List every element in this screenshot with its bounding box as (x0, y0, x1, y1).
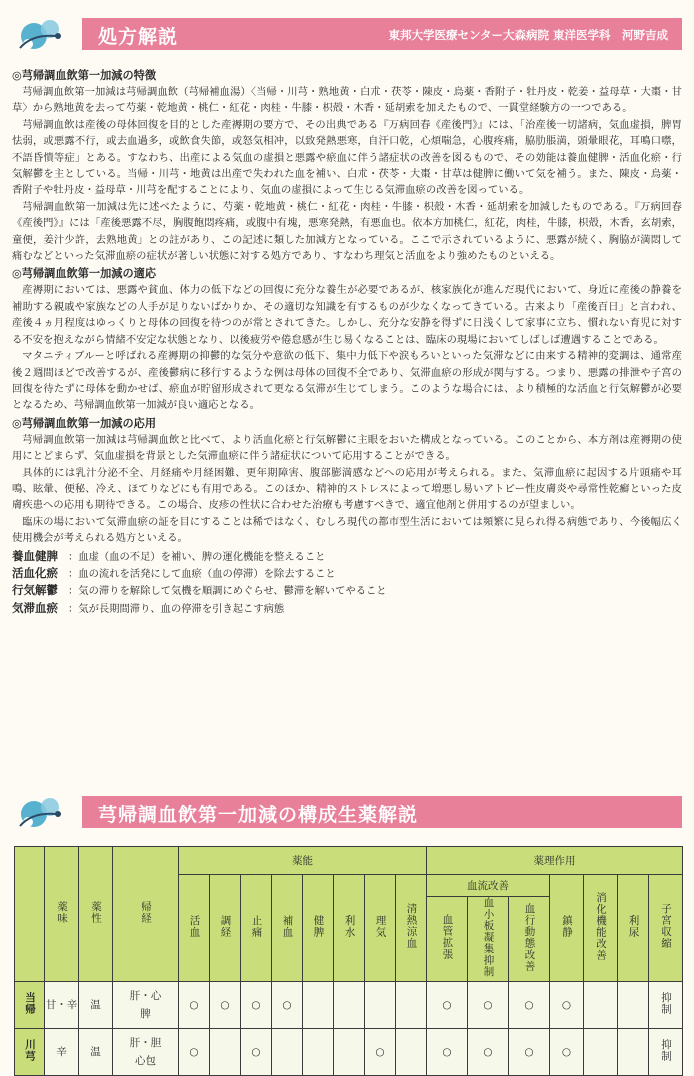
herb-name-cell (15, 981, 45, 1028)
banner-title: 処方解説 (98, 26, 179, 48)
mark-cell: ○ (241, 1028, 272, 1075)
body-paragraph: 芎帰調血飲第一加減は先に述べたように、芍薬・乾地黄・桃仁・紅花・肉桂・牛膝・枳殻・木香・延胡索を加減したものである。『万病回春《産後門》』には「産後悪露不尽，胸腹飽悶疼痛，或腹中有塊，悪寒発熱，有悪血也。依本方加桃仁，紅花，肉桂，牛膝，枳殻，木香，玄胡索，童便，姜汁少許，去熟地黄」との註があり、この記述に類した加減方となっている。ここで示されているように、悪露が続く、胸脇が満悶して痛むなどといった気滞血瘀の症状が著しい状態に対する処方であり、すなわち理気と活血をより強めたものといえる。 (12, 200, 682, 263)
pharm-col-4: 消化機能改善 (584, 875, 618, 982)
mark-cell (334, 981, 365, 1028)
table-row (15, 981, 683, 1028)
mark-cell (334, 1028, 365, 1075)
section-heading: ◎芎帰調血飲第一加減の応用 (12, 416, 157, 430)
article-body (12, 66, 682, 617)
taste-cell: 甘・辛 (45, 981, 79, 1028)
efficacy-col-1: 調経 (210, 875, 241, 982)
herb-name: 川芎 (24, 1038, 36, 1062)
herb-table (14, 846, 683, 1076)
glossary-desc: ：気が長期間滞り、血の停滞を引き起こす病態 (68, 602, 285, 615)
body-paragraph: 臨床の場において気滞血瘀の証を目にすることは稀ではなく、むしろ現代の都市型生活においては頻繁に見られ得る病態であり、今後幅広く使用機会が考えられる処方といえる。 (12, 515, 682, 545)
meridian-text: 肝・心 脾 (129, 989, 162, 1020)
table-row (15, 1028, 683, 1075)
section-banner (10, 12, 682, 56)
section-banner-table (10, 790, 682, 834)
glossary-term: 気滞血瘀 (12, 600, 58, 615)
mark-cell (303, 1028, 334, 1075)
glossary-item (12, 582, 682, 599)
pharm-col-0: 血管拡張 (427, 897, 468, 982)
section-heading: ◎芎帰調血飲第一加減の特徴 (12, 69, 157, 82)
body-paragraph: 産褥期においては、悪露や貧血、体力の低下などの回復に充分な養生が必要であるが、核家族化が進んだ現代において、身近に産後の静養を補助する親戚や家族などの人手が足りないばかりか、その適切な知識を有するものが少なくなってきている。古来より「産後百日」と言われ、産後４ヵ月程度はゆっくりと母体の回復を待つのが常とされてきた。しかし、充分な安静を得ずに日浅くして家事に立ち、慣れない育児に対する不安を抱えながら情緒不安定な状態となり、以後疲労や倦怠感が生じ易くなることは、臨床の現場においてしばしば遭遇することである。 (12, 284, 682, 346)
mark-cell (396, 981, 427, 1028)
herb-name-cell (15, 1028, 45, 1075)
pharm-col-1: 血小板凝集抑制 (468, 897, 509, 982)
pharm-col-6: 子宮収縮 (649, 875, 683, 982)
glossary-term: 行気解鬱 (12, 583, 58, 598)
pharmacology-header: 薬理作用 (427, 847, 683, 875)
mark-cell: ○ (179, 981, 210, 1028)
mark-cell: ○ (550, 1028, 584, 1075)
meridian-header: 帰経 (113, 847, 179, 982)
mark-cell (396, 1028, 427, 1075)
mark-cell (303, 981, 334, 1028)
meridian-cell (113, 1028, 179, 1075)
nature-cell: 温 (79, 1028, 113, 1075)
body-paragraph: 芎帰調血飲は産後の母体回復を目的とした産褥期の要方で、その出典である『万病回春《産後門》』には、「治産後一切諸病，気血虚損，脾胃怯弱，或悪露不行，或去血過多，或飲食失節，或怒気相冲，以致発熱悪寒，自汗口乾，心煩喘急，心腹疼痛，脇肋脹満，頭暈眼花，耳鳴口噤，不語昏憒等症」とある。すなわち、出産による気血の虚損と悪露や瘀血に伴う諸症状の改善を図るもので、その効能は養血健脾・活血化瘀・行気解鬱を主としている。当帰・川芎・地黄は出産で失われた血を補い、白朮・茯苓・大棗・甘草は健脾に働いて気を補う。また、陳皮・烏薬・香附子や牡丹皮・益母草・川芎を配することにより、気血の虚損によって生じる気滞血瘀の改善を図っている。 (12, 118, 682, 197)
mark-cell: ○ (509, 1028, 550, 1075)
mark-cell (618, 981, 649, 1028)
mark-cell: ○ (365, 1028, 396, 1075)
mark-cell (365, 981, 396, 1028)
body-paragraph: 具体的には乳汁分泌不全、月経痛や月経困難、更年期障害、腹部膨満感などへの応用が考えられる。また、気滞血瘀に起因する片頭痛や耳鳴、眩暈、便秘、冷え、ほてりなどにも有用である。このほか、精神的ストレスによって増悪し易いアトピー性皮膚炎や尋常性乾癬といった皮膚疾患への応用も期待できる。この場合、皮疹の性状に合わせた治療も考慮すべきで、適宜他剤と併用するのが望ましい。 (12, 466, 682, 512)
glossary-item (12, 565, 682, 582)
body-paragraph: 芎帰調血飲第一加減は芎帰調血飲（芎帰補血湯）〈当帰・川芎・熟地黄・白朮・茯苓・陳皮・烏薬・香附子・牡丹皮・乾姜・益母草・大棗・甘草〉から熟地黄を去って芍薬・乾地黄・桃仁・紅花・肉桂・牛膝・枳殻・木香・延胡索を加えたもので、一貫堂経験方の一つである。 (12, 86, 682, 115)
meridian-text: 肝・胆 心包 (129, 1036, 162, 1067)
efficacy-col-3: 補血 (272, 875, 303, 982)
nature-header: 薬性 (79, 847, 113, 982)
herb-header (15, 847, 45, 982)
uterus-cell (649, 981, 683, 1028)
glossary-item (12, 600, 682, 617)
glossary-desc: ：気の滞りを解除して気機を順調にめぐらせ、鬱滞を解いてやること (68, 585, 387, 598)
author-credit: 東邦大学医療センター大森病院 東洋医学科 河野吉成 (388, 28, 668, 42)
efficacy-col-7: 清熱涼血 (396, 875, 427, 982)
banner-title: 芎帰調血飲第一加減の構成生薬解説 (98, 804, 419, 826)
mark-cell: ○ (272, 981, 303, 1028)
efficacy-col-2: 止痛 (241, 875, 272, 982)
pharm-col-5: 利尿 (618, 875, 649, 982)
mark-cell: ○ (427, 981, 468, 1028)
mark-cell: ○ (179, 1028, 210, 1075)
efficacy-col-4: 健脾 (303, 875, 334, 982)
blood-flow-header: 血流改善 (427, 875, 550, 897)
mark-cell (584, 1028, 618, 1075)
glossary-term: 活血化瘀 (12, 565, 58, 580)
mark-cell (618, 1028, 649, 1075)
banner-bar (82, 18, 682, 50)
mark-cell: ○ (550, 981, 584, 1028)
mark-cell: ○ (241, 981, 272, 1028)
glossary-desc: ：血の流れを活発にして血瘀（血の停滞）を除去すること (68, 567, 336, 580)
herb-logo-icon (12, 792, 72, 832)
efficacy-col-5: 利水 (334, 875, 365, 982)
mark-cell (584, 981, 618, 1028)
herb-name: 当帰 (24, 991, 36, 1015)
mark-cell (272, 1028, 303, 1075)
taste-header: 薬味 (45, 847, 79, 982)
uterus-value: 抑制 (660, 1038, 673, 1062)
body-paragraph: マタニティブルーと呼ばれる産褥期の抑鬱的な気分や意欲の低下、集中力低下や涙もろいといった気滞などに由来する精神的変調は、通常産後２週間ほどで改善するが、産後鬱病に移行するような例は母体の回復不全であり、気滞血瘀の形成が関与する。つまり、悪露の排泄や子宮の回復を待たずに母体を動かせば、瘀血が貯留形成されて更なる気滞が生じてしまう。このような場合には、より積極的な活血と行気解鬱が必要となるため、芎帰調血飲第一加減が良い適応となる。 (12, 350, 682, 412)
mark-cell: ○ (210, 981, 241, 1028)
mark-cell: ○ (468, 981, 509, 1028)
meridian-cell (113, 981, 179, 1028)
herb-logo-icon (12, 14, 72, 54)
efficacy-header: 薬能 (179, 847, 427, 875)
nature-cell: 温 (79, 981, 113, 1028)
glossary-term: 養血健脾 (12, 548, 58, 563)
glossary-desc: ：血虚（血の不足）を補い、脾の運化機能を整えること (68, 550, 326, 563)
mark-cell (210, 1028, 241, 1075)
uterus-cell (649, 1028, 683, 1075)
pharm-col-2: 血行動態改善 (509, 897, 550, 982)
efficacy-col-6: 理気 (365, 875, 396, 982)
taste-cell: 辛 (45, 1028, 79, 1075)
section-heading: ◎芎帰調血飲第一加減の適応 (12, 267, 157, 281)
mark-cell: ○ (468, 1028, 509, 1075)
uterus-value: 抑制 (660, 991, 673, 1015)
banner-bar (82, 796, 682, 828)
mark-cell: ○ (509, 981, 550, 1028)
glossary-item (12, 548, 682, 565)
pharm-col-3: 鎮静 (550, 875, 584, 982)
body-paragraph: 芎帰調血飲第一加減は芎帰調血飲と比べて、より活血化瘀と行気解鬱に主眼をおいた構成となっている。このことから、本方剤は産褥期の使用にとどまらず、気血虚損を背景とした気滞血瘀に伴う諸症状について応用することができる。 (12, 433, 682, 463)
glossary (12, 548, 682, 618)
mark-cell: ○ (427, 1028, 468, 1075)
efficacy-col-0: 活血 (179, 875, 210, 982)
